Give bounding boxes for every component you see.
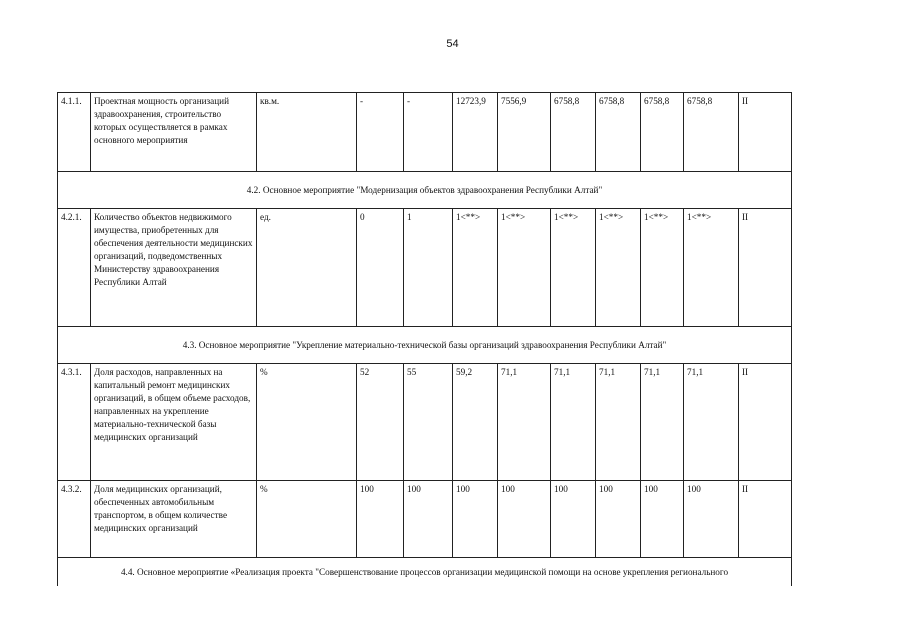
table-row bbox=[58, 93, 792, 172]
value-cell: 100 bbox=[404, 481, 453, 558]
section-row bbox=[58, 172, 792, 209]
section-row bbox=[58, 558, 792, 587]
value-cell: 55 bbox=[404, 364, 453, 481]
indicator-name: Количество объектов недвижимого имущества, приобретенных для обеспечения деятельности медицинских организаций, подведомственных Министерству здравоохранения Республики Алтай bbox=[91, 209, 257, 327]
value-cell: 100 bbox=[498, 481, 551, 558]
value-cell: 52 bbox=[357, 364, 404, 481]
value-cell: 1<**> bbox=[453, 209, 498, 327]
section-title: 4.2. Основное мероприятие "Модернизация объектов здравоохранения Республики Алтай" bbox=[58, 172, 792, 209]
row-number: 4.3.1. bbox=[58, 364, 91, 481]
unit-cell: ед. bbox=[257, 209, 357, 327]
section-title: 4.3. Основное мероприятие "Укрепление материально-технической базы организаций здравоохранения Республики Алтай" bbox=[58, 327, 792, 364]
value-cell: 71,1 bbox=[684, 364, 739, 481]
row-number: 4.1.1. bbox=[58, 93, 91, 172]
indicator-name: Доля расходов, направленных на капитальный ремонт медицинских организаций, в общем объеме расходов, направленных на укрепление материально-технической базы медицинских организаций bbox=[91, 364, 257, 481]
value-cell: 100 bbox=[551, 481, 596, 558]
value-cell: 100 bbox=[641, 481, 684, 558]
value-cell: 71,1 bbox=[641, 364, 684, 481]
table-row bbox=[58, 209, 792, 327]
value-cell: 7556,9 bbox=[498, 93, 551, 172]
value-cell: 12723,9 bbox=[453, 93, 498, 172]
section-row bbox=[58, 327, 792, 364]
unit-cell: % bbox=[257, 481, 357, 558]
value-cell: 100 bbox=[596, 481, 641, 558]
value-cell: 1<**> bbox=[596, 209, 641, 327]
type-cell: II bbox=[739, 481, 792, 558]
section-title: 4.4. Основное мероприятие «Реализация проекта "Совершенствование процессов организации медицинской помощи на основе укрепления регионального bbox=[58, 558, 792, 587]
value-cell: 6758,8 bbox=[641, 93, 684, 172]
value-cell: - bbox=[404, 93, 453, 172]
page-number: 54 bbox=[446, 38, 459, 50]
value-cell: 6758,8 bbox=[551, 93, 596, 172]
unit-cell: % bbox=[257, 364, 357, 481]
value-cell: 6758,8 bbox=[684, 93, 739, 172]
indicator-name: Проектная мощность организаций здравоохранения, строительство которых осуществляется в рамках основного мероприятия bbox=[91, 93, 257, 172]
type-cell: II bbox=[739, 93, 792, 172]
type-cell: II bbox=[739, 364, 792, 481]
value-cell: 1<**> bbox=[641, 209, 684, 327]
value-cell: 0 bbox=[357, 209, 404, 327]
value-cell: 1<**> bbox=[684, 209, 739, 327]
value-cell: - bbox=[357, 93, 404, 172]
value-cell: 100 bbox=[684, 481, 739, 558]
value-cell: 1<**> bbox=[498, 209, 551, 327]
value-cell: 59,2 bbox=[453, 364, 498, 481]
indicator-name: Доля медицинских организаций, обеспеченных автомобильным транспортом, в общем количестве медицинских организаций bbox=[91, 481, 257, 558]
type-cell: II bbox=[739, 209, 792, 327]
value-cell: 71,1 bbox=[551, 364, 596, 481]
table-row bbox=[58, 364, 792, 481]
value-cell: 71,1 bbox=[596, 364, 641, 481]
value-cell: 100 bbox=[357, 481, 404, 558]
row-number: 4.2.1. bbox=[58, 209, 91, 327]
unit-cell: кв.м. bbox=[257, 93, 357, 172]
value-cell: 100 bbox=[453, 481, 498, 558]
value-cell: 1 bbox=[404, 209, 453, 327]
row-number: 4.3.2. bbox=[58, 481, 91, 558]
value-cell: 6758,8 bbox=[596, 93, 641, 172]
value-cell: 1<**> bbox=[551, 209, 596, 327]
table-row bbox=[58, 481, 792, 558]
indicators-table bbox=[57, 92, 792, 586]
value-cell: 71,1 bbox=[498, 364, 551, 481]
